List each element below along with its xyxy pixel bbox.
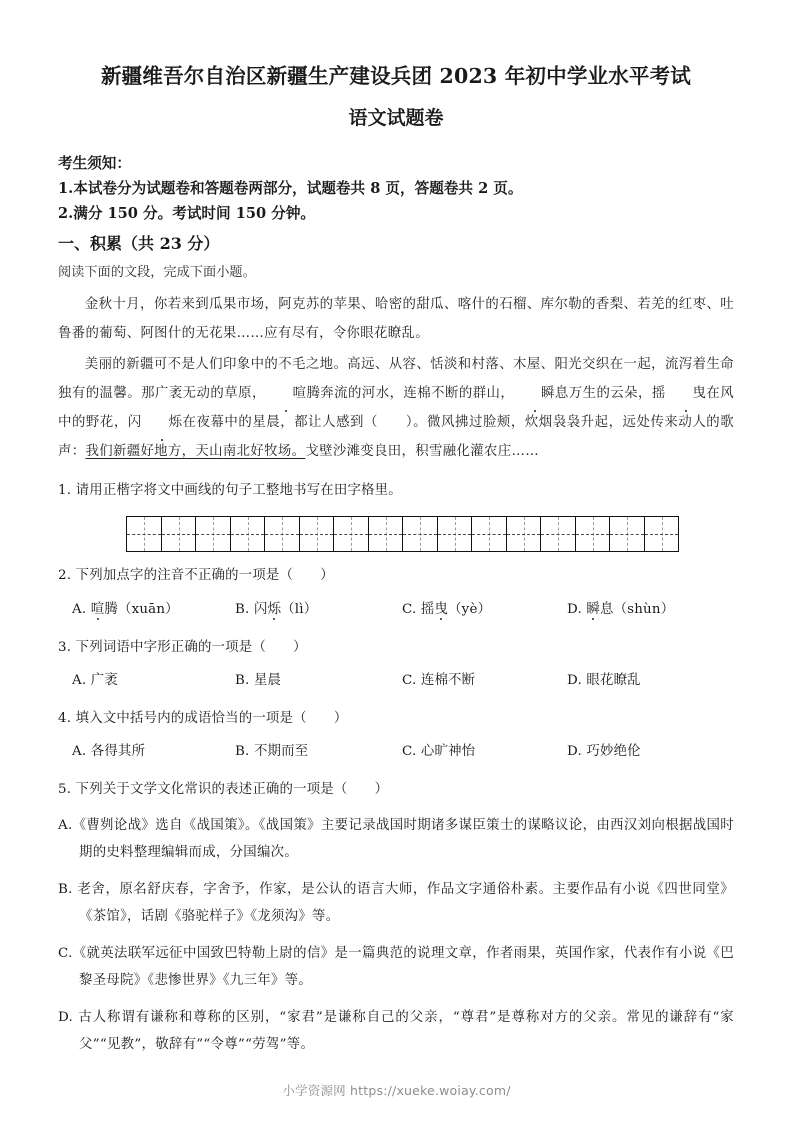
notice-item-1: 1.本试卷分为试题卷和答题卷两部分，试题卷共 8 页，答题卷共 2 页。 — [58, 180, 523, 198]
dotted-char-shuo: 烁 — [142, 409, 183, 438]
question-2 — [58, 563, 734, 588]
question-3 — [58, 635, 734, 660]
question-4-number: 4. — [58, 710, 72, 726]
option-4-b[interactable] — [235, 740, 308, 759]
tianzige-cell[interactable] — [196, 517, 230, 551]
option-4-a-text: 各得其所 — [90, 744, 146, 760]
notice-item-2: 2.满分 150 分。考试时间 150 分钟。 — [58, 205, 316, 223]
option-3-d[interactable] — [567, 669, 641, 688]
tianzige-cell[interactable] — [230, 517, 264, 551]
question-3-number: 3. — [58, 639, 72, 655]
option-2-c-text: （yè） — [448, 601, 492, 617]
paper-title-line-2: 语文试题卷 — [348, 106, 444, 129]
section-heading-accumulation: 一、积累（共 23 分） — [58, 233, 220, 253]
option-2-a[interactable] — [72, 598, 179, 617]
tianzige-pair[interactable] — [126, 516, 195, 552]
tianzige-cell[interactable] — [334, 517, 368, 551]
option-3-d-text: 眼花瞭乱 — [586, 672, 641, 688]
dotted-char-ye: 曳 — [666, 380, 707, 409]
tianzige-grid[interactable] — [126, 516, 670, 552]
option-2-a-letter: A. — [72, 601, 87, 617]
tianzige-pair[interactable] — [540, 516, 609, 552]
tianzige-pair[interactable] — [471, 516, 540, 552]
passage-p2-seg-e: 在夜幕中的星晨，都让人感到（ ）。微风拂过脸颊，炊烟袅袅升起，远处传来动人的歌声： — [58, 414, 734, 459]
dotted-char-xuan: 喧 — [266, 380, 307, 409]
paper-title-line-1: 新疆维吾尔自治区新疆生产建设兵团 2023 年初中学业水平考试 — [100, 64, 692, 88]
passage-p2-seg-c: 息万生的云朵，摇 — [554, 385, 666, 401]
passage-p2-seg-f: 戈壁沙滩变良田，积雪融化灌农庄…… — [305, 443, 539, 459]
dotted-char-shun: 瞬 — [514, 380, 555, 409]
passage-paragraph-2 — [58, 351, 734, 467]
tianzige-cell[interactable] — [437, 517, 471, 551]
option-3-a[interactable] — [72, 669, 118, 688]
option-3-c-text: 连棉不断 — [420, 672, 476, 688]
paper-title-block — [58, 62, 734, 131]
option-4-a-letter: A. — [72, 744, 87, 760]
tianzige-pair[interactable] — [264, 516, 333, 552]
question-3-options — [58, 669, 734, 695]
option-2-a-text: 腾（xuān） — [104, 601, 179, 617]
passage-paragraph-1 — [58, 291, 734, 349]
passage-p1-text: 金秋十月，你若来到瓜果市场，阿克苏的苹果、哈密的甜瓜、喀什的石榴、库尔勒的香梨、若羌的红枣、吐鲁番的葡萄、阿图什的无花果……应有尽有，令你眼花瞭乱。 — [58, 296, 734, 341]
passage-p2-seg-d: 在风中的野花，闪 — [58, 385, 734, 430]
tianzige-pair[interactable] — [609, 516, 679, 552]
page-content — [58, 0, 734, 1059]
tianzige-pair[interactable] — [195, 516, 264, 552]
tianzige-cell[interactable] — [265, 517, 299, 551]
option-3-b[interactable] — [235, 669, 281, 688]
option-4-b-letter: B. — [235, 744, 250, 760]
question-5 — [58, 777, 734, 802]
option-4-d-text: 巧妙绝伦 — [586, 744, 641, 760]
tianzige-cell[interactable] — [368, 517, 402, 551]
candidate-notice — [58, 151, 734, 226]
option-2-b-text: （lì） — [281, 601, 318, 617]
tianzige-cell[interactable] — [472, 517, 506, 551]
option-5-d[interactable]: D. 古人称谓有谦称和尊称的区别，“家君”是谦称自己的父亲，“尊君”是尊称对方的父亲。常见的谦辞有“家父”“见教”，敬辞有”“令尊”“劳驾”等。 — [58, 1009, 734, 1053]
option-4-d[interactable] — [567, 740, 641, 759]
option-2-c[interactable] — [402, 598, 491, 617]
section-lead-text: 阅读下面的文段，完成下面小题。 — [58, 264, 256, 280]
option-2-d[interactable] — [567, 598, 674, 617]
question-1-number: 1. — [58, 482, 72, 498]
option-2-a-dotted-char: 喧 — [91, 598, 105, 617]
option-4-c[interactable] — [402, 740, 475, 759]
option-5-b[interactable]: B. 老舍，原名舒庆春，字舍予，作家，是公认的语言大师，作品文字通俗朴素。主要作品有小说《四世同堂》《茶馆》，话剧《骆驼样子》《龙须沟》等。 — [58, 881, 734, 925]
question-2-number: 2. — [58, 568, 72, 584]
option-2-b-letter: B. — [235, 601, 250, 617]
question-4-stem: 填入文中括号内的成语恰当的一项是（ ） — [75, 710, 348, 726]
option-3-b-letter: B. — [235, 672, 250, 688]
tianzige-cell[interactable] — [610, 517, 644, 551]
option-3-b-text: 星晨 — [253, 672, 282, 688]
passage-p2-seg-b: 腾奔流的河水，连棉不断的群山， — [306, 385, 515, 401]
tianzige-pair[interactable] — [333, 516, 402, 552]
option-3-a-letter: A. — [72, 672, 87, 688]
option-2-b[interactable] — [235, 598, 317, 617]
question-1-stem: 请用正楷字将文中画线的句子工整地书写在田字格里。 — [75, 482, 402, 498]
question-2-options — [58, 598, 734, 624]
tianzige-cell[interactable] — [299, 517, 333, 551]
tianzige-cell[interactable] — [403, 517, 437, 551]
option-4-c-text: 心旷神怡 — [420, 744, 476, 760]
option-4-b-text: 不期而至 — [253, 744, 309, 760]
notice-heading: 考生须知： — [58, 155, 131, 173]
option-2-d-text: 息（shùn） — [599, 601, 675, 617]
question-1 — [58, 478, 734, 503]
tianzige-cell[interactable] — [541, 517, 575, 551]
tianzige-cell[interactable] — [127, 517, 161, 551]
option-4-a[interactable] — [72, 740, 145, 759]
option-2-c-letter: C. — [402, 601, 417, 617]
tianzige-pair[interactable] — [402, 516, 471, 552]
option-3-d-letter: D. — [567, 672, 582, 688]
question-4 — [58, 706, 734, 731]
option-2-c-dotted-char: 曳 — [435, 598, 449, 617]
option-5-c[interactable]: C.《就英法联军远征中国致巴特勒上尉的信》是一篇典范的说理文章，作者雨果，英国作家，代表作有小说《巴黎圣母院》《悲惨世界》《九三年》等。 — [58, 945, 734, 989]
passage-p2-seg-a: 美丽的新疆可不是人们印象中的不毛之地。高远、从容、恬淡和村落、木屋、阳光交织在一起，流泻着生命独有的温馨。那广袤无动的草原， — [58, 356, 734, 401]
passage-underlined-sentence: 我们新疆好地方，天山南北好牧场。 — [85, 443, 306, 459]
tianzige-cell[interactable] — [575, 517, 609, 551]
question-2-stem: 下列加点字的注音不正确的一项是（ ） — [75, 568, 334, 584]
option-4-c-letter: C. — [402, 744, 417, 760]
option-3-a-text: 广袤 — [90, 672, 118, 688]
option-3-c[interactable] — [402, 669, 475, 688]
option-2-d-dotted-char: 瞬 — [586, 598, 600, 617]
question-5-stem: 下列关于文学文化常识的表述正确的一项是（ ） — [75, 782, 389, 798]
option-5-a[interactable]: A.《曹刿论战》选自《战国策》。《战国策》主要记录战国时期诸多谋臣策士的谋略议论，由西汉刘向根据战国时期的史料整理编辑而成，分国编次。 — [58, 817, 734, 861]
reading-passage — [58, 291, 734, 467]
option-2-c-text-before: 摇 — [420, 601, 435, 617]
tianzige-cell[interactable] — [644, 517, 678, 551]
option-2-b-dotted-char: 烁 — [268, 598, 282, 617]
question-5-number: 5. — [58, 782, 72, 798]
option-2-b-text-before: 闪 — [253, 601, 268, 617]
tianzige-cell[interactable] — [161, 517, 195, 551]
footer-watermark: 小学资源网 https://xueke.woiay.com/ — [282, 1083, 511, 1098]
option-2-d-letter: D. — [567, 601, 582, 617]
option-3-c-letter: C. — [402, 672, 417, 688]
question-4-options — [58, 740, 734, 766]
option-4-d-letter: D. — [567, 744, 582, 760]
tianzige-grid-wrapper — [58, 516, 734, 552]
tianzige-cell[interactable] — [506, 517, 540, 551]
question-3-stem: 下列词语中字形正确的一项是（ ） — [75, 639, 307, 655]
